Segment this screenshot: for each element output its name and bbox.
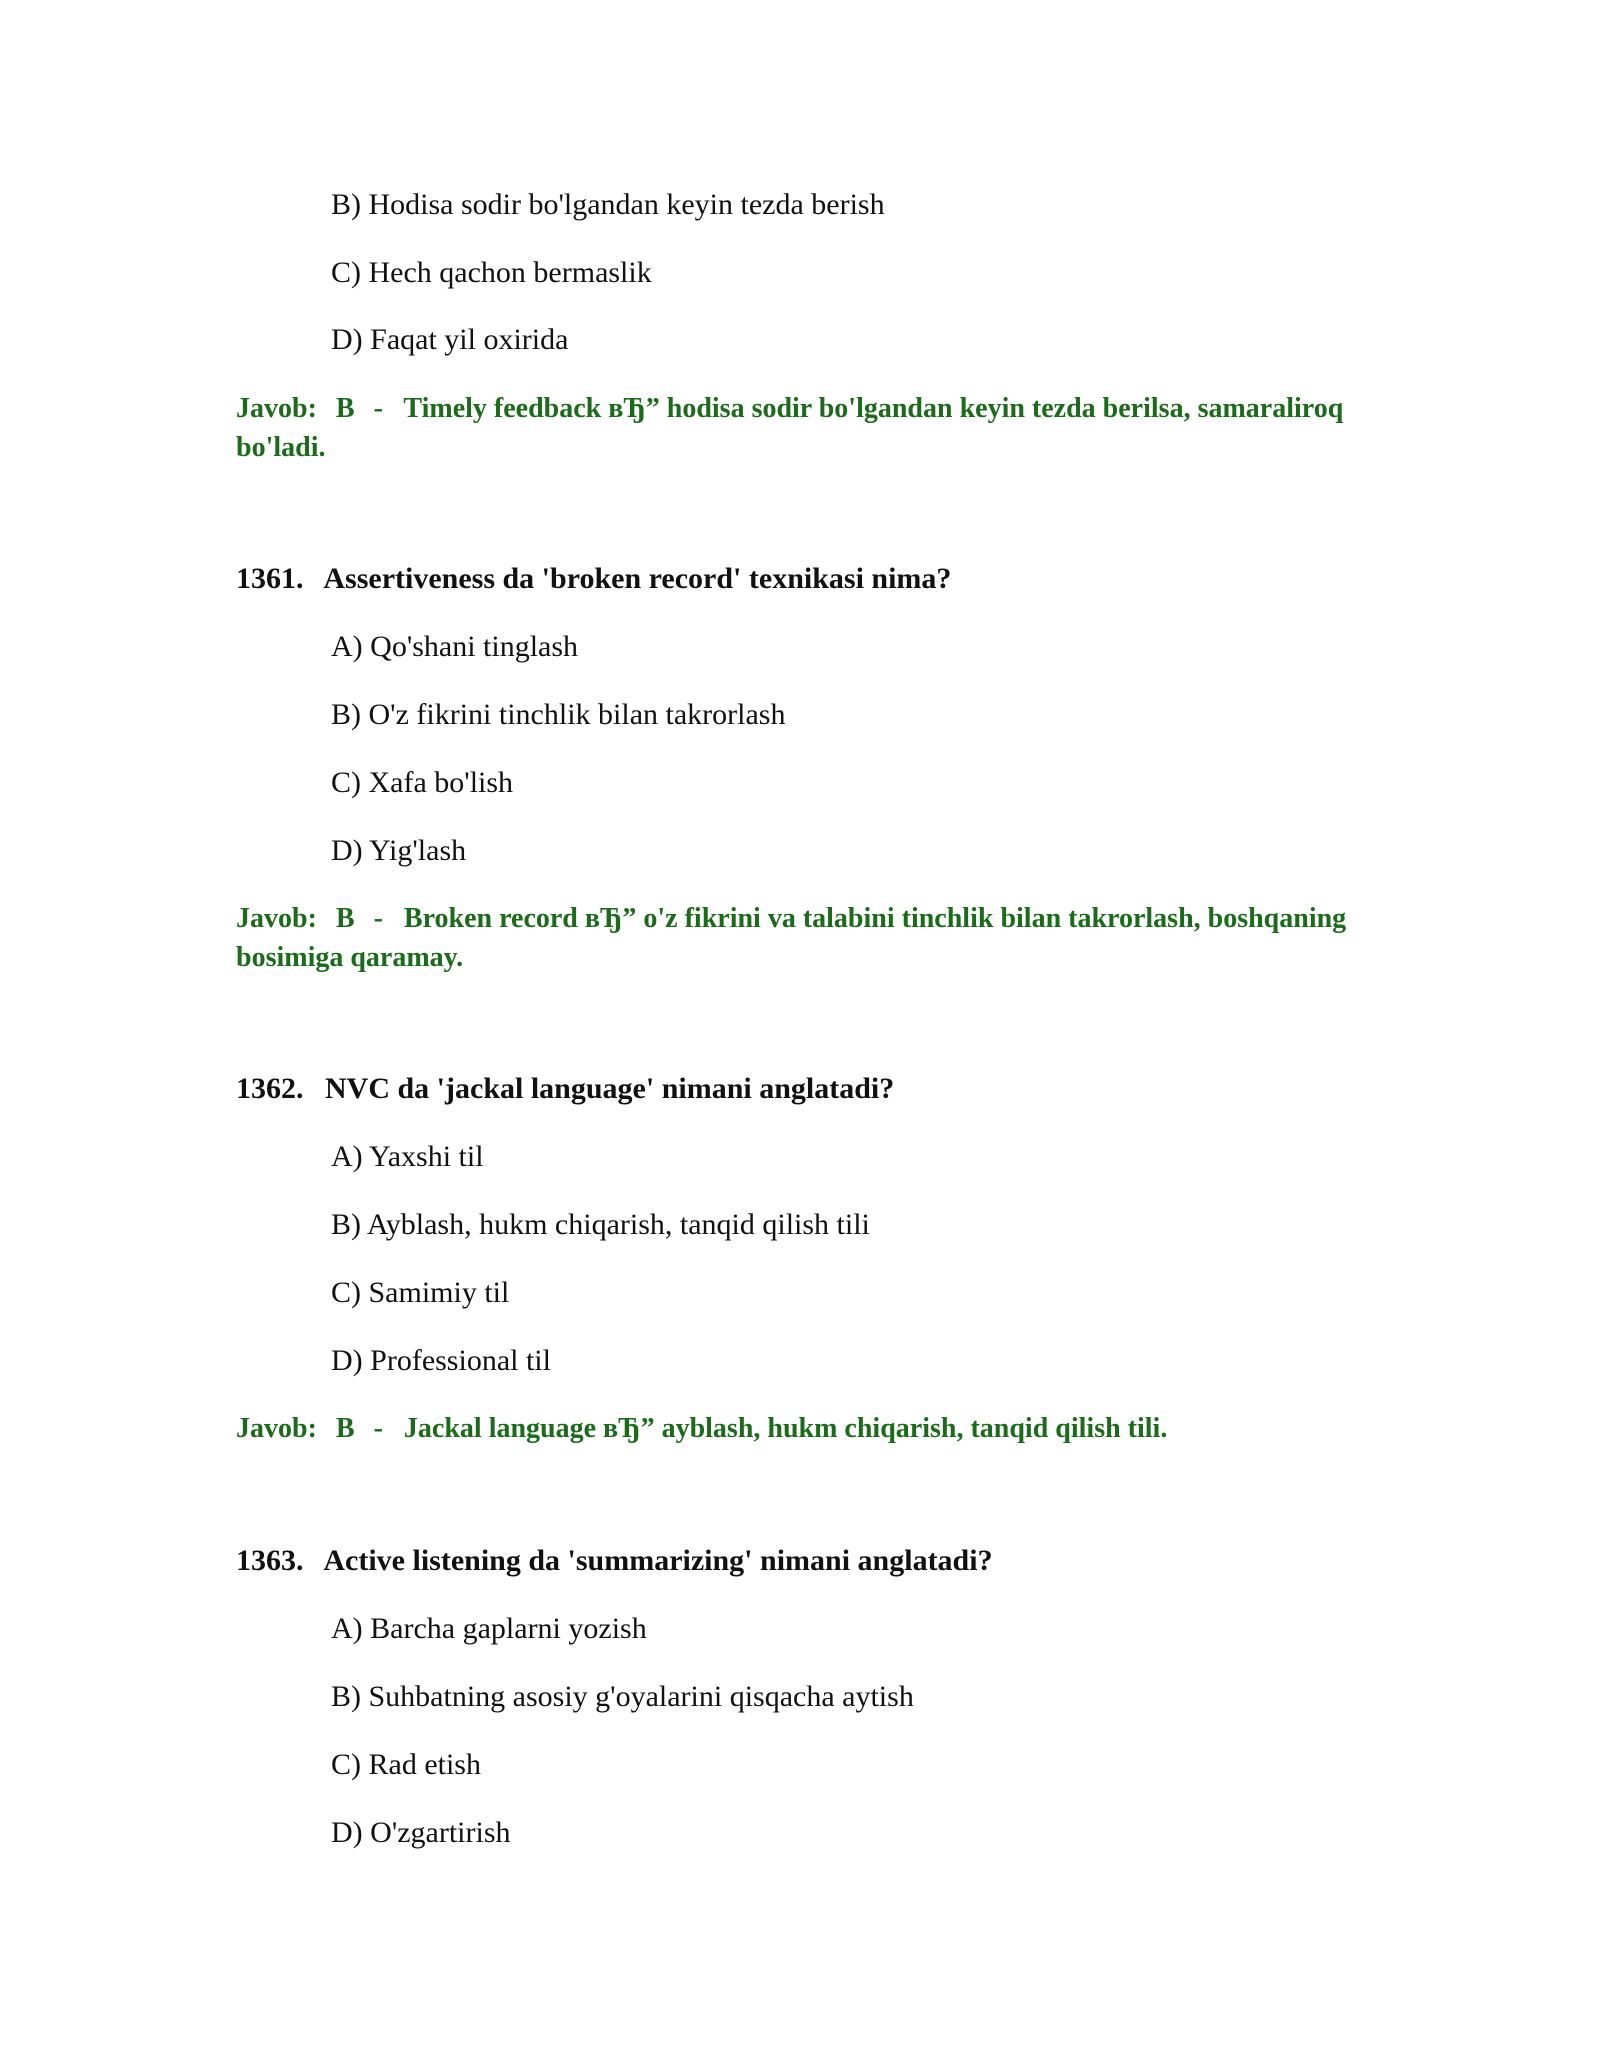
option-a: A) Qo'shani tinglash: [331, 630, 579, 663]
answer-label: Javob:: [236, 903, 317, 934]
answer-text: Timely feedback вЂ” hodisa sodir bo'lgandan keyin tezda berilsa, samaraliroq bo'ladi.: [236, 393, 1344, 463]
option-d: D) Faqat yil oxirida: [331, 323, 569, 356]
answer-letter: B: [335, 393, 355, 424]
option-c: C) Hech qachon bermaslik: [331, 256, 652, 289]
answer-line: [236, 1409, 1376, 1448]
option-c: C) Samimiy til: [331, 1276, 510, 1309]
question-number: 1362.: [236, 1072, 304, 1105]
question-number: 1363.: [236, 1544, 304, 1577]
question-1362: [236, 1071, 894, 1107]
option-a: A) Barcha gaplarni yozish: [331, 1612, 647, 1645]
answer-label: Javob:: [236, 1413, 317, 1444]
option-b: B) Hodisa sodir bo'lgandan keyin tezda berish: [331, 188, 885, 221]
answer-text: Broken record вЂ” o'z fikrini va talabini tinchlik bilan takrorlash, boshqaning bosimiga qaramay.: [236, 903, 1347, 973]
answer-label: Javob:: [236, 393, 317, 424]
answer-letter: B: [335, 903, 355, 934]
question-text: Assertiveness da 'broken record' texnikasi nima?: [323, 562, 952, 595]
option-a: A) Yaxshi til: [331, 1140, 484, 1173]
option-d: D) O'zgartirish: [331, 1816, 511, 1849]
answer-dash: -: [373, 393, 383, 424]
option-b: B) Ayblash, hukm chiqarish, tanqid qilish tili: [331, 1208, 870, 1241]
option-b: B) Suhbatning asosiy g'oyalarini qisqacha aytish: [331, 1680, 914, 1713]
answer-text: Jackal language вЂ” ayblash, hukm chiqarish, tanqid qilish tili.: [403, 1413, 1168, 1444]
question-number: 1361.: [236, 562, 304, 595]
answer-dash: -: [373, 903, 383, 934]
option-c: C) Rad etish: [331, 1748, 481, 1781]
answer-line: [236, 389, 1376, 467]
answer-line: [236, 899, 1376, 977]
option-d: D) Professional til: [331, 1344, 551, 1377]
option-c: C) Xafa bo'lish: [331, 766, 514, 799]
answer-letter: B: [335, 1413, 355, 1444]
question-1361: [236, 561, 951, 597]
option-d: D) Yig'lash: [331, 834, 467, 867]
question-1363: [236, 1543, 993, 1579]
question-text: NVC da 'jackal language' nimani anglatadi?: [325, 1072, 895, 1105]
option-b: B) O'z fikrini tinchlik bilan takrorlash: [331, 698, 786, 731]
question-text: Active listening da 'summarizing' nimani anglatadi?: [323, 1544, 993, 1577]
answer-dash: -: [373, 1413, 383, 1444]
